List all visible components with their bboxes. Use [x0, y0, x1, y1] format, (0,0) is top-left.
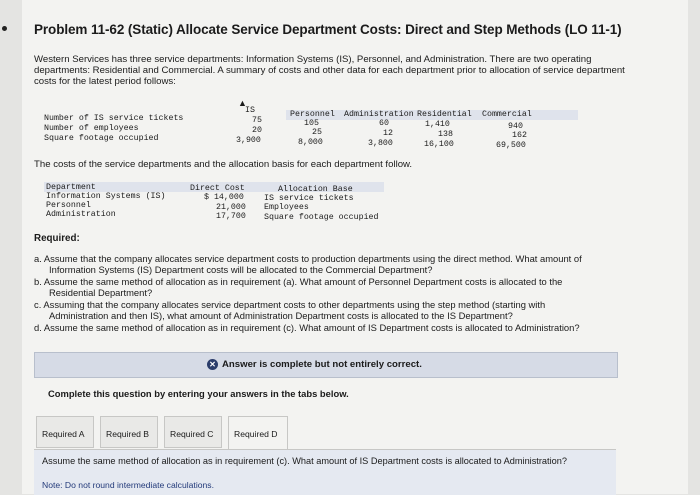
col-header-residential: Residential: [417, 110, 472, 119]
cell-tickets-is: 75: [252, 116, 262, 125]
col-header-personnel: Personnel: [290, 110, 335, 119]
cost-header-allocation-base: Allocation Base: [278, 185, 353, 194]
cell-tickets-commercial: 940: [508, 122, 523, 131]
cost-dept-personnel: Personnel: [46, 201, 91, 210]
cost-base-personnel: Employees: [264, 203, 309, 212]
cost-amount-is: $ 14,000: [204, 193, 244, 202]
cursor-icon: ▲: [238, 98, 247, 108]
instructions-text: Complete this question by entering your answers in the tabs below.: [48, 388, 349, 399]
cost-amount-personnel: 21,000: [216, 203, 246, 212]
cell-emp-is: 20: [252, 126, 262, 135]
tab-required-b[interactable]: Required B: [100, 416, 158, 448]
row-label-employees: Number of employees: [44, 124, 139, 133]
cost-table: [44, 182, 384, 222]
cost-dept-admin: Administration: [46, 210, 116, 219]
answer-status-banner: [34, 352, 618, 378]
cost-base-admin: Square footage occupied: [264, 213, 379, 222]
cell-emp-admin: 12: [383, 129, 393, 138]
requirement-b-line2: Residential Department?: [49, 287, 153, 298]
cell-emp-personnel: 25: [312, 128, 322, 137]
cell-emp-commercial: 162: [512, 131, 527, 140]
cell-tickets-personnel: 105: [304, 119, 319, 128]
answer-status-text: Answer is complete but not entirely correct.: [222, 359, 422, 370]
col-header-administration: Administration: [344, 110, 414, 119]
bullet-dot: [2, 26, 7, 31]
cell-tickets-residential: 1,410: [425, 120, 450, 129]
tab-required-a[interactable]: Required A: [36, 416, 94, 448]
panel-question: Assume the same method of allocation as in requirement (c). What amount of IS Department costs is allocated to Administration?: [42, 456, 567, 466]
summary-table: [44, 106, 544, 154]
requirement-c-line2: Administration and then IS), what amount of Administration Department costs is allocated to the IS Department?: [49, 310, 513, 321]
tab-required-d[interactable]: Required D: [228, 416, 288, 450]
panel-note: Note: Do not round intermediate calculations.: [42, 480, 214, 490]
requirement-c-line1: c. Assuming that the company allocates service department costs to other departments using the step method (starting with: [34, 299, 546, 310]
requirement-d: [34, 322, 654, 333]
cell-sqft-personnel: 8,000: [298, 138, 323, 147]
cell-tickets-admin: 60: [379, 119, 389, 128]
cost-dept-is: Information Systems (IS): [46, 192, 166, 201]
cost-header-department: Department: [46, 183, 96, 192]
requirement-b-line1: b. Assume the same method of allocation as in requirement (a). What amount of Personnel Department costs is allocated to the: [34, 276, 563, 287]
tab-panel: [34, 449, 616, 495]
incorrect-x-icon: ✕: [207, 359, 218, 370]
requirement-d-line1: d. Assume the same method of allocation as in requirement (c). What amount of IS Department costs is allocated to Administration?: [34, 322, 580, 333]
requirements-list: [34, 253, 654, 334]
cost-amount-admin: 17,700: [216, 212, 246, 221]
cell-emp-residential: 138: [438, 130, 453, 139]
row-label-tickets: Number of IS service tickets: [44, 114, 184, 123]
cost-header-direct-cost: Direct Cost: [190, 184, 245, 193]
cell-sqft-admin: 3,800: [368, 139, 393, 148]
problem-title: Problem 11-62 (Static) Allocate Service Department Costs: Direct and Step Methods (LO 11-1): [34, 22, 622, 37]
required-heading: Required:: [34, 233, 80, 244]
requirement-a-line2: Information Systems (IS) Department costs will be allocated to the Commercial Department?: [49, 264, 433, 275]
cost-base-is: IS service tickets: [264, 194, 354, 203]
requirement-a-line1: a. Assume that the company allocates service department costs to production departments using the direct method. What amount of: [34, 253, 582, 264]
cell-sqft-residential: 16,100: [424, 140, 454, 149]
requirement-c: [34, 299, 654, 321]
col-header-commercial: Commercial: [482, 110, 532, 119]
tab-required-c[interactable]: Required C: [164, 416, 222, 448]
row-label-sqft: Square footage occupied: [44, 134, 159, 143]
requirement-a: [34, 253, 654, 275]
intro-text: Western Services has three service departments: Information Systems (IS), Personnel, and Administration. There are two operating departments: Residential and Commercial. A summary of costs and other data for each department prior to allocation of service department costs for the latest period follows:: [34, 54, 625, 87]
cell-sqft-commercial: 69,500: [496, 141, 526, 150]
requirement-b: [34, 276, 654, 298]
col-header-is: IS: [245, 106, 255, 115]
cost-intro-text: The costs of the service departments and the allocation basis for each department follow.: [34, 159, 413, 170]
cell-sqft-is: 3,900: [236, 136, 261, 145]
